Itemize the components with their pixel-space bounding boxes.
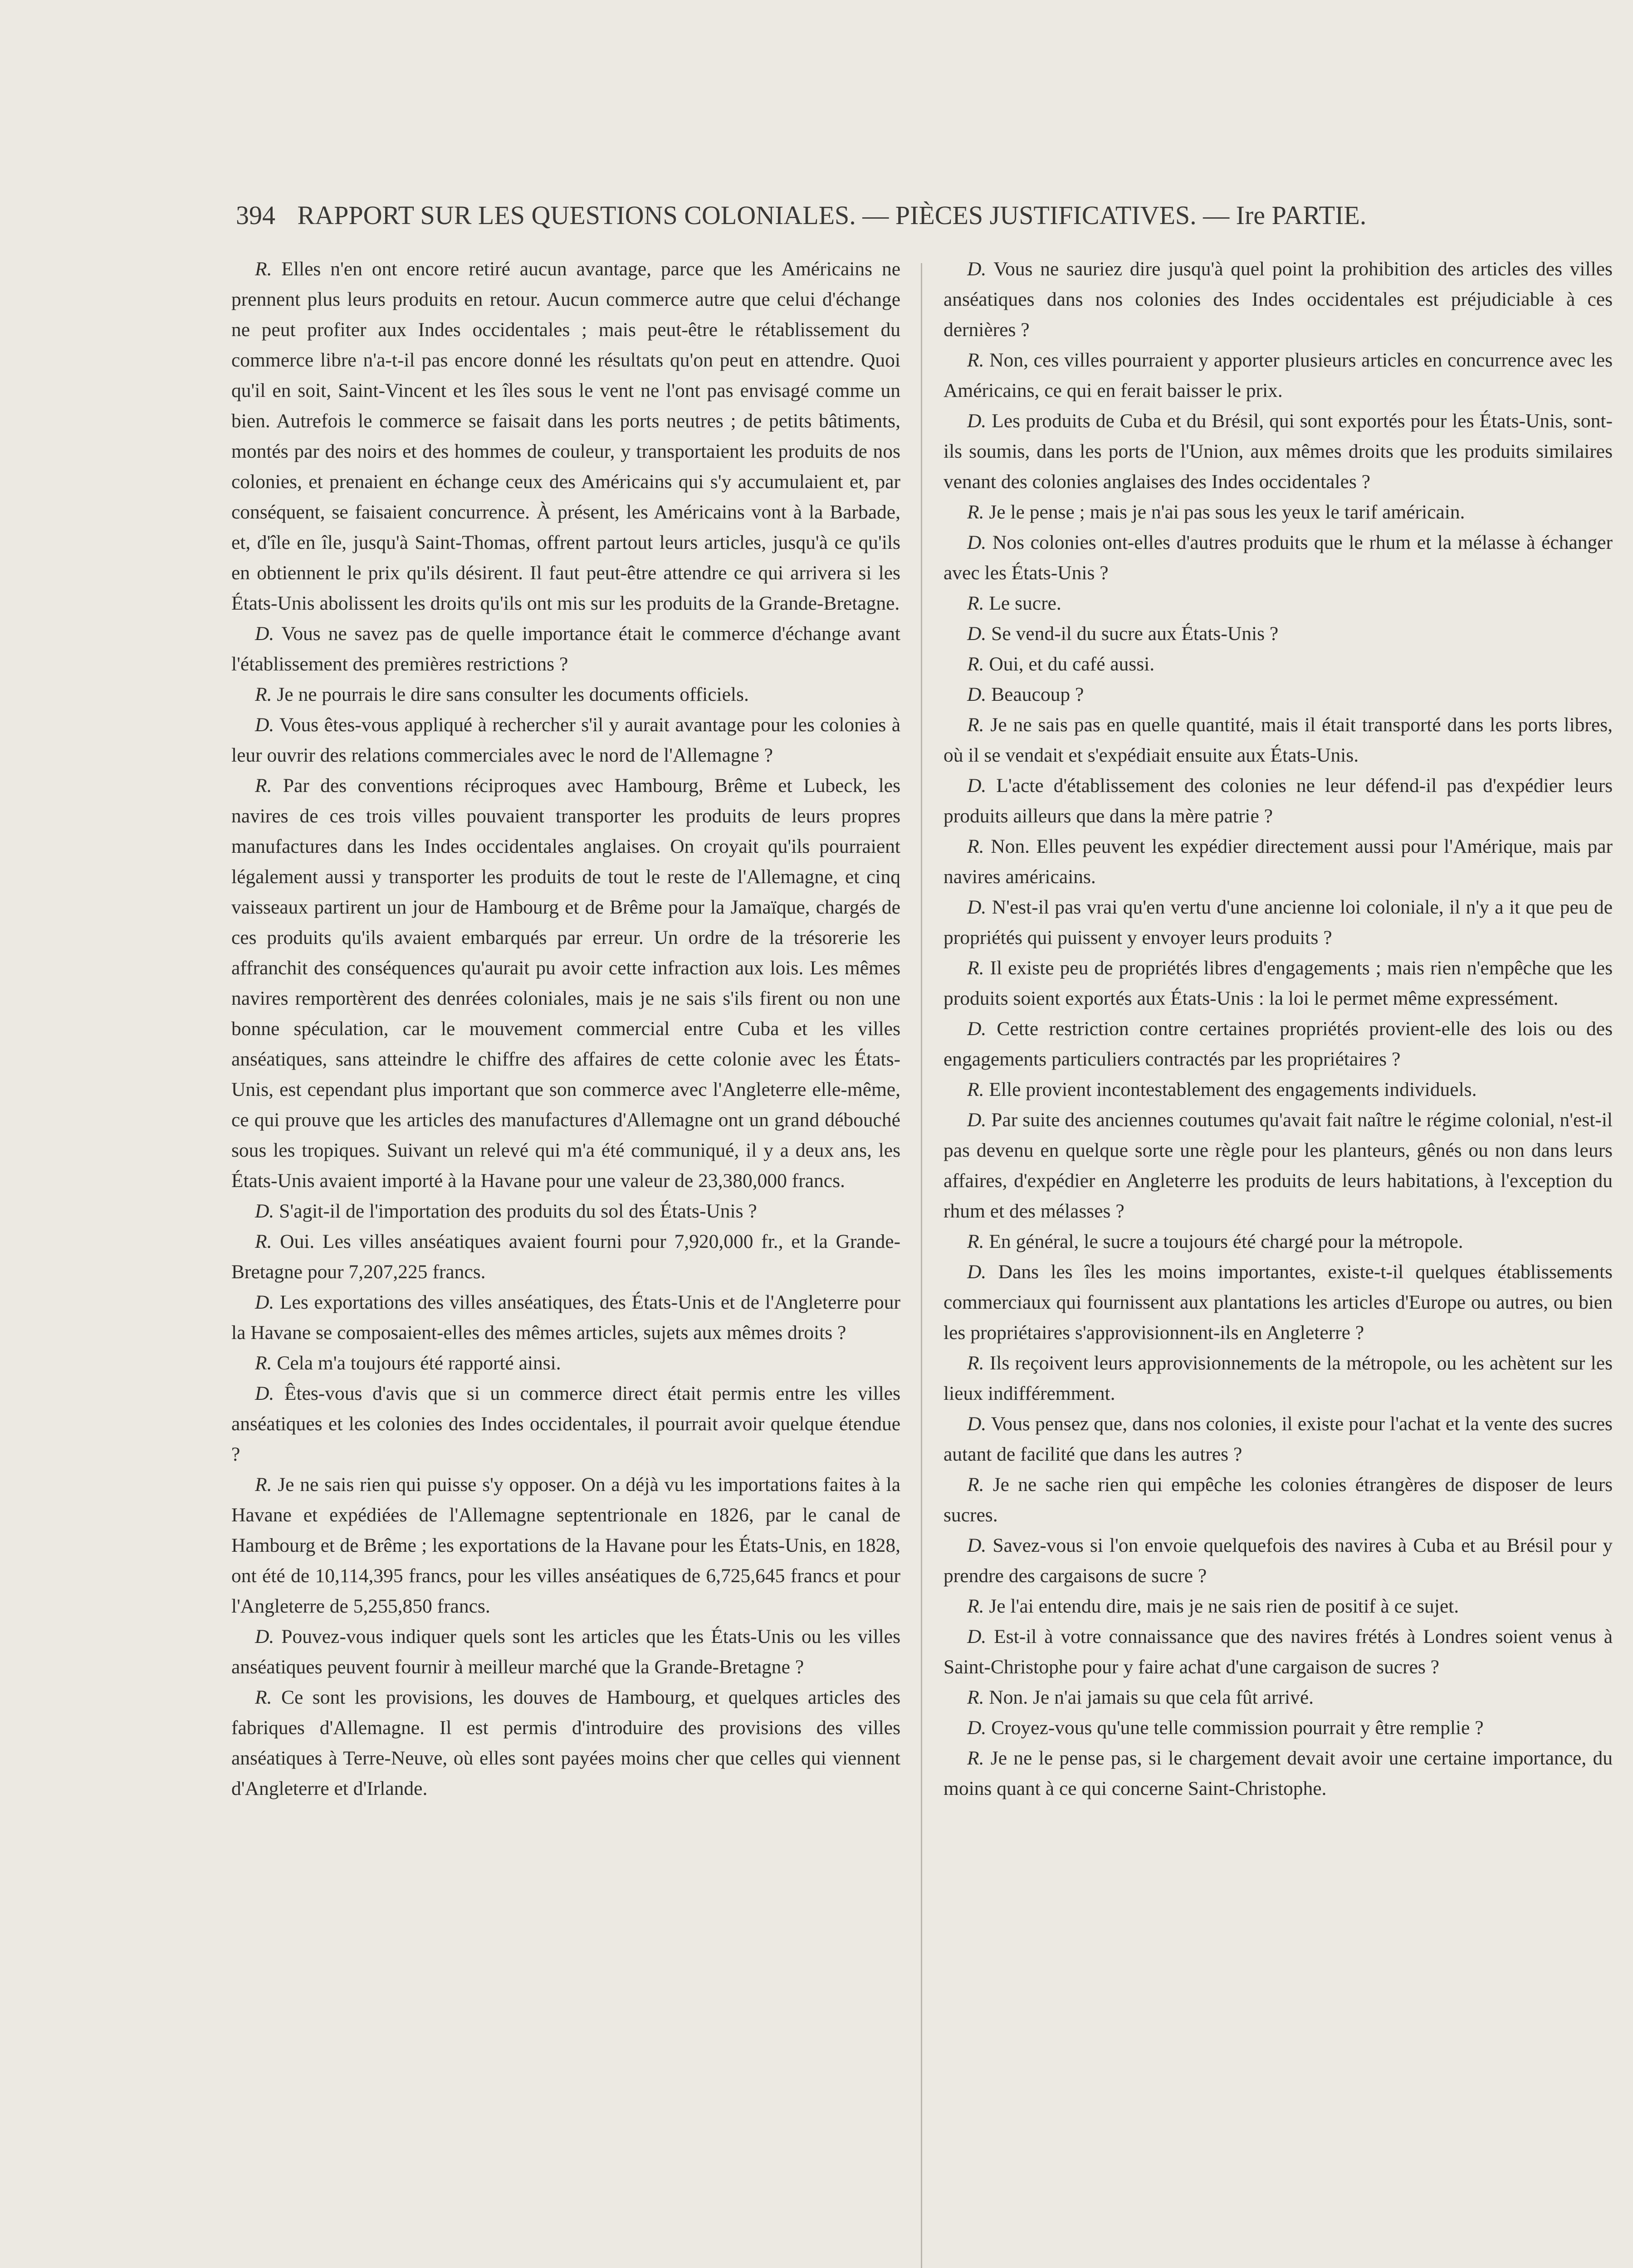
dialogue-paragraph bbox=[944, 1014, 1613, 1075]
paragraph-text: Vous ne sauriez dire jusqu'à quel point la prohibition des articles des villes anséatiques dans nos colonies des Indes occidentales est préjudiciable à ces dernières ? bbox=[944, 258, 1613, 341]
page-header bbox=[236, 200, 1520, 231]
paragraph-text: Elles n'en ont encore retiré aucun avantage, parce que les Américains ne prennent plus leurs produits en retour. Aucun commerce autre que celui d'échange ne peut profiter aux Indes occidentales ; mais peut-être le rétablissement du commerce libre n'a-t-il pas encore donné les résultats qu'on peut en attendre. Quoi qu'il en soit, Saint-Vincent et les îles sous le vent ne l'ont pas envisagé comme un bien. Autrefois le commerce se faisait dans les ports neutres ; de petits bâtiments, montés par des noirs et des hommes de couleur, y transportaient les produits de nos colonies, et prenaient en échange ceux des Américains qui s'y accumulaient et, par conséquent, se faisaient concurrence. À présent, les Américains vont à la Barbade, et, d'île en île, jusqu'à Saint-Thomas, offrent partout leurs articles, jusqu'à ce qu'ils en obtiennent le prix qu'ils désirent. Il faut peut-être attendre ce qui arrivera si les États-Unis abolissent les droits qu'ils ont mis sur les produits de la Grande-Bretagne. bbox=[231, 258, 900, 614]
paragraph-text: Les exportations des villes anséatiques, des États-Unis et de l'Angleterre pour la Havane se composaient-elles des mêmes articles, sujets aux mêmes droits ? bbox=[231, 1291, 900, 1344]
paragraph-text: Il existe peu de propriétés libres d'engagements ; mais rien n'empêche que les produits soient exportés aux États-Unis : la loi le permet même expressément. bbox=[944, 957, 1613, 1009]
speaker-label: D. bbox=[967, 1018, 987, 1040]
paragraph-text: Vous êtes-vous appliqué à rechercher s'il y aurait avantage pour les colonies à leur ouvrir des relations commerciales avec le nord de l'Allemagne ? bbox=[231, 714, 900, 766]
speaker-label: R. bbox=[255, 1352, 272, 1374]
paragraph-text: Oui, et du café aussi. bbox=[989, 653, 1155, 675]
dialogue-paragraph bbox=[944, 619, 1613, 649]
dialogue-paragraph bbox=[944, 1409, 1613, 1470]
dialogue-paragraph bbox=[944, 1348, 1613, 1409]
dialogue-paragraph bbox=[231, 1622, 900, 1682]
speaker-label: D. bbox=[967, 410, 987, 432]
dialogue-paragraph bbox=[944, 1591, 1613, 1622]
speaker-label: R. bbox=[255, 258, 272, 280]
dialogue-paragraph bbox=[944, 406, 1613, 497]
left-column bbox=[231, 254, 900, 2268]
dialogue-paragraph bbox=[231, 1227, 900, 1287]
dialogue-paragraph bbox=[944, 1713, 1613, 1743]
paragraph-text: Les produits de Cuba et du Brésil, qui sont exportés pour les États-Unis, sont-ils soumis, dans les ports de l'Union, aux mêmes droits que les produits similaires venant des colonies anglaises des Indes occidentales ? bbox=[944, 410, 1613, 493]
paragraph-text: Elle provient incontestablement des engagements individuels. bbox=[989, 1079, 1477, 1100]
speaker-label: R. bbox=[967, 501, 984, 523]
speaker-label: D. bbox=[255, 1291, 274, 1313]
paragraph-text: Vous pensez que, dans nos colonies, il existe pour l'achat et la vente des sucres autant de facilité que dans les autres ? bbox=[944, 1413, 1613, 1465]
paragraph-text: Dans les îles les moins importantes, existe-t-il quelques établissements commerciaux qui fournissent aux plantations les articles d'Europe ou autres, ou bien les propriétaires s'approvisionnent-ils en Angleterre ? bbox=[944, 1261, 1613, 1344]
speaker-label: D. bbox=[967, 684, 987, 705]
dialogue-paragraph bbox=[944, 345, 1613, 406]
paragraph-text: Non. Je n'ai jamais su que cela fût arrivé. bbox=[989, 1686, 1314, 1708]
dialogue-paragraph bbox=[944, 953, 1613, 1014]
dialogue-paragraph bbox=[231, 1378, 900, 1470]
paragraph-text: Est-il à votre connaissance que des navires frétés à Londres soient venus à Saint-Christophe pour y faire achat d'une cargaison de sucres ? bbox=[944, 1626, 1613, 1678]
dialogue-paragraph bbox=[944, 1470, 1613, 1530]
speaker-label: R. bbox=[967, 1079, 984, 1100]
dialogue-paragraph bbox=[944, 1530, 1613, 1591]
speaker-label: D. bbox=[255, 1200, 274, 1222]
dialogue-paragraph bbox=[231, 1287, 900, 1348]
speaker-label: R. bbox=[967, 1231, 984, 1252]
dialogue-paragraph bbox=[944, 528, 1613, 588]
paragraph-text: Je ne sais pas en quelle quantité, mais il était transporté dans les ports libres, où il se vendait et s'expédiait ensuite aux États-Unis. bbox=[944, 714, 1613, 766]
speaker-label: R. bbox=[967, 714, 984, 736]
dialogue-paragraph bbox=[944, 771, 1613, 831]
speaker-label: D. bbox=[255, 623, 274, 645]
dialogue-paragraph bbox=[231, 771, 900, 1196]
paragraph-text: N'est-il pas vrai qu'en vertu d'une ancienne loi coloniale, il n'y a it que peu de propriétés qui puissent y envoyer leurs produits ? bbox=[944, 896, 1613, 948]
paragraph-text: Je ne sais rien qui puisse s'y opposer. On a déjà vu les importations faites à la Havane et expédiées de l'Allemagne septentrionale en 1826, par le canal de Hambourg et de Brême ; les exportations de la Havane pour les États-Unis, en 1828, ont été de 10,114,395 francs, pour les villes anséatiques de 6,725,645 francs et pour l'Angleterre de 5,255,850 francs. bbox=[231, 1474, 900, 1617]
column-divider bbox=[921, 263, 922, 2268]
speaker-label: R. bbox=[255, 1231, 272, 1252]
paragraph-text: Oui. Les villes anséatiques avaient fourni pour 7,920,000 fr., et la Grande-Bretagne pour 7,207,225 francs. bbox=[231, 1231, 900, 1283]
paragraph-text: Non. Elles peuvent les expédier directement aussi pour l'Amérique, mais par navires américains. bbox=[944, 836, 1613, 888]
paragraph-text: Non, ces villes pourraient y apporter plusieurs articles en concurrence avec les Américains, ce qui en ferait baisser le prix. bbox=[944, 349, 1613, 401]
dialogue-paragraph bbox=[944, 892, 1613, 953]
paragraph-text: Par suite des anciennes coutumes qu'avait fait naître le régime colonial, n'est-il pas devenu en quelque sorte une règle pour les planteurs, gênés ou non dans leurs affaires, d'expédier en Angleterre les produits de leurs habitations, à l'exception du rhum et des mélasses ? bbox=[944, 1109, 1613, 1222]
paragraph-text: Cette restriction contre certaines propriétés provient-elle des lois ou des engagements particuliers contractés par les propriétaires ? bbox=[944, 1018, 1613, 1070]
speaker-label: D. bbox=[967, 896, 987, 918]
paragraph-text: Je l'ai entendu dire, mais je ne sais rien de positif à ce sujet. bbox=[989, 1595, 1459, 1617]
paragraph-text: Savez-vous si l'on envoie quelquefois des navires à Cuba et au Brésil pour y prendre des cargaisons de sucre ? bbox=[944, 1535, 1613, 1587]
dialogue-paragraph bbox=[944, 1105, 1613, 1227]
right-column bbox=[944, 254, 1613, 2268]
speaker-label: D. bbox=[967, 1626, 987, 1647]
speaker-label: R. bbox=[967, 1352, 984, 1374]
speaker-label: D. bbox=[967, 1261, 987, 1283]
speaker-label: R. bbox=[255, 684, 272, 705]
speaker-label: D. bbox=[967, 775, 987, 797]
speaker-label: D. bbox=[967, 1717, 987, 1739]
dialogue-paragraph bbox=[944, 497, 1613, 528]
speaker-label: D. bbox=[967, 1413, 987, 1435]
paragraph-text: Cela m'a toujours été rapporté ainsi. bbox=[277, 1352, 561, 1374]
speaker-label: R. bbox=[255, 1474, 272, 1496]
dialogue-paragraph bbox=[944, 1257, 1613, 1348]
paragraph-text: Se vend-il du sucre aux États-Unis ? bbox=[991, 623, 1279, 645]
dialogue-paragraph bbox=[231, 254, 900, 619]
speaker-label: R. bbox=[255, 1686, 272, 1708]
dialogue-paragraph bbox=[944, 1682, 1613, 1713]
speaker-label: D. bbox=[255, 714, 274, 736]
paragraph-text: Ils reçoivent leurs approvisionnements de la métropole, ou les achètent sur les lieux indifféremment. bbox=[944, 1352, 1613, 1404]
speaker-label: D. bbox=[255, 1383, 274, 1404]
speaker-label: R. bbox=[967, 592, 984, 614]
paragraph-text: Je le pense ; mais je n'ai pas sous les yeux le tarif américain. bbox=[989, 501, 1465, 523]
dialogue-paragraph bbox=[944, 1622, 1613, 1682]
paragraph-text: Par des conventions réciproques avec Hambourg, Brême et Lubeck, les navires de ces trois villes pouvaient transporter les produits de leurs propres manufactures dans les Indes occidentales anglaises. On croyait qu'ils pourraient légalement aussi y transporter les produits de tout le reste de l'Allemagne, et cinq vaisseaux partirent un jour de Hambourg et de Brême pour la Jamaïque, chargés de ces produits qu'ils avaient embarqués par erreur. Un ordre de la trésorerie les affranchit des conséquences qu'aurait pu avoir cette infraction aux lois. Les mêmes navires remportèrent des denrées coloniales, mais je ne sais s'ils firent ou non une bonne spéculation, car le mouvement commercial entre Cuba et les villes anséatiques, sans atteindre le chiffre des affaires de cette colonie avec les États-Unis, est cependant plus important que son commerce avec l'Angleterre elle-même, ce qui prouve que les articles des manufactures d'Allemagne ont un grand débouché sous les tropiques. Suivant un relevé qui m'a été communiqué, il y a deux ans, les États-Unis avaient importé à la Havane pour une valeur de 23,380,000 francs. bbox=[231, 775, 900, 1192]
paragraph-text: Je ne le pense pas, si le chargement devait avoir une certaine importance, du moins quant à ce qui concerne Saint-Christophe. bbox=[944, 1747, 1613, 1799]
speaker-label: R. bbox=[255, 775, 272, 797]
paragraph-text: Pouvez-vous indiquer quels sont les articles que les États-Unis ou les villes anséatiques peuvent fournir à meilleur marché que la Grande-Bretagne ? bbox=[231, 1626, 900, 1678]
speaker-label: R. bbox=[967, 957, 984, 979]
speaker-label: D. bbox=[967, 532, 987, 553]
speaker-label: R. bbox=[967, 349, 984, 371]
paragraph-text: Le sucre. bbox=[989, 592, 1061, 614]
paragraph-text: L'acte d'établissement des colonies ne leur défend-il pas d'expédier leurs produits ailleurs que dans la mère patrie ? bbox=[944, 775, 1613, 827]
paragraph-text: Vous ne savez pas de quelle importance était le commerce d'échange avant l'établissement des premières restrictions ? bbox=[231, 623, 900, 675]
page-number: 394 bbox=[236, 200, 275, 230]
speaker-label: D. bbox=[967, 258, 987, 280]
running-title: RAPPORT SUR LES QUESTIONS COLONIALES. — PIÈCES JUSTIFICATIVES. — Ire PARTIE. bbox=[297, 200, 1367, 230]
paragraph-text: Croyez-vous qu'une telle commission pourrait y être remplie ? bbox=[991, 1717, 1484, 1739]
paragraph-text: Êtes-vous d'avis que si un commerce direct était permis entre les villes anséatiques et les colonies des Indes occidentales, il pourrait avoir quelque étendue ? bbox=[231, 1383, 900, 1465]
dialogue-paragraph bbox=[944, 831, 1613, 892]
dialogue-paragraph bbox=[944, 679, 1613, 710]
dialogue-paragraph bbox=[944, 1075, 1613, 1105]
dialogue-paragraph bbox=[944, 649, 1613, 679]
dialogue-paragraph bbox=[231, 1682, 900, 1804]
speaker-label: D. bbox=[967, 1109, 987, 1131]
speaker-label: R. bbox=[967, 1686, 984, 1708]
speaker-label: R. bbox=[967, 1747, 984, 1769]
dialogue-paragraph bbox=[944, 588, 1613, 619]
dialogue-paragraph bbox=[231, 1470, 900, 1622]
speaker-label: D. bbox=[967, 623, 987, 645]
speaker-label: R. bbox=[967, 1474, 984, 1496]
paragraph-text: Ce sont les provisions, les douves de Hambourg, et quelques articles des fabriques d'Allemagne. Il est permis d'introduire des provisions des villes anséatiques à Terre-Neuve, où elles sont payées moins cher que celles qui viennent d'Angleterre et d'Irlande. bbox=[231, 1686, 900, 1799]
dialogue-paragraph bbox=[231, 710, 900, 771]
speaker-label: R. bbox=[967, 653, 984, 675]
paragraph-text: En général, le sucre a toujours été chargé pour la métropole. bbox=[989, 1231, 1463, 1252]
dialogue-paragraph bbox=[231, 619, 900, 679]
dialogue-paragraph bbox=[231, 1196, 900, 1227]
dialogue-paragraph bbox=[231, 679, 900, 710]
paragraph-text: Beaucoup ? bbox=[991, 684, 1084, 705]
dialogue-paragraph bbox=[944, 254, 1613, 345]
dialogue-paragraph bbox=[944, 1227, 1613, 1257]
speaker-label: D. bbox=[255, 1626, 274, 1647]
dialogue-paragraph bbox=[231, 1348, 900, 1378]
paragraph-text: Je ne sache rien qui empêche les colonies étrangères de disposer de leurs sucres. bbox=[944, 1474, 1613, 1526]
dialogue-paragraph bbox=[944, 710, 1613, 771]
dialogue-paragraph bbox=[944, 1743, 1613, 1804]
speaker-label: R. bbox=[967, 1595, 984, 1617]
paragraph-text: S'agit-il de l'importation des produits du sol des États-Unis ? bbox=[279, 1200, 757, 1222]
speaker-label: R. bbox=[967, 836, 984, 857]
paragraph-text: Nos colonies ont-elles d'autres produits que le rhum et la mélasse à échanger avec les États-Unis ? bbox=[944, 532, 1613, 584]
paragraph-text: Je ne pourrais le dire sans consulter les documents officiels. bbox=[277, 684, 749, 705]
speaker-label: D. bbox=[967, 1535, 987, 1556]
